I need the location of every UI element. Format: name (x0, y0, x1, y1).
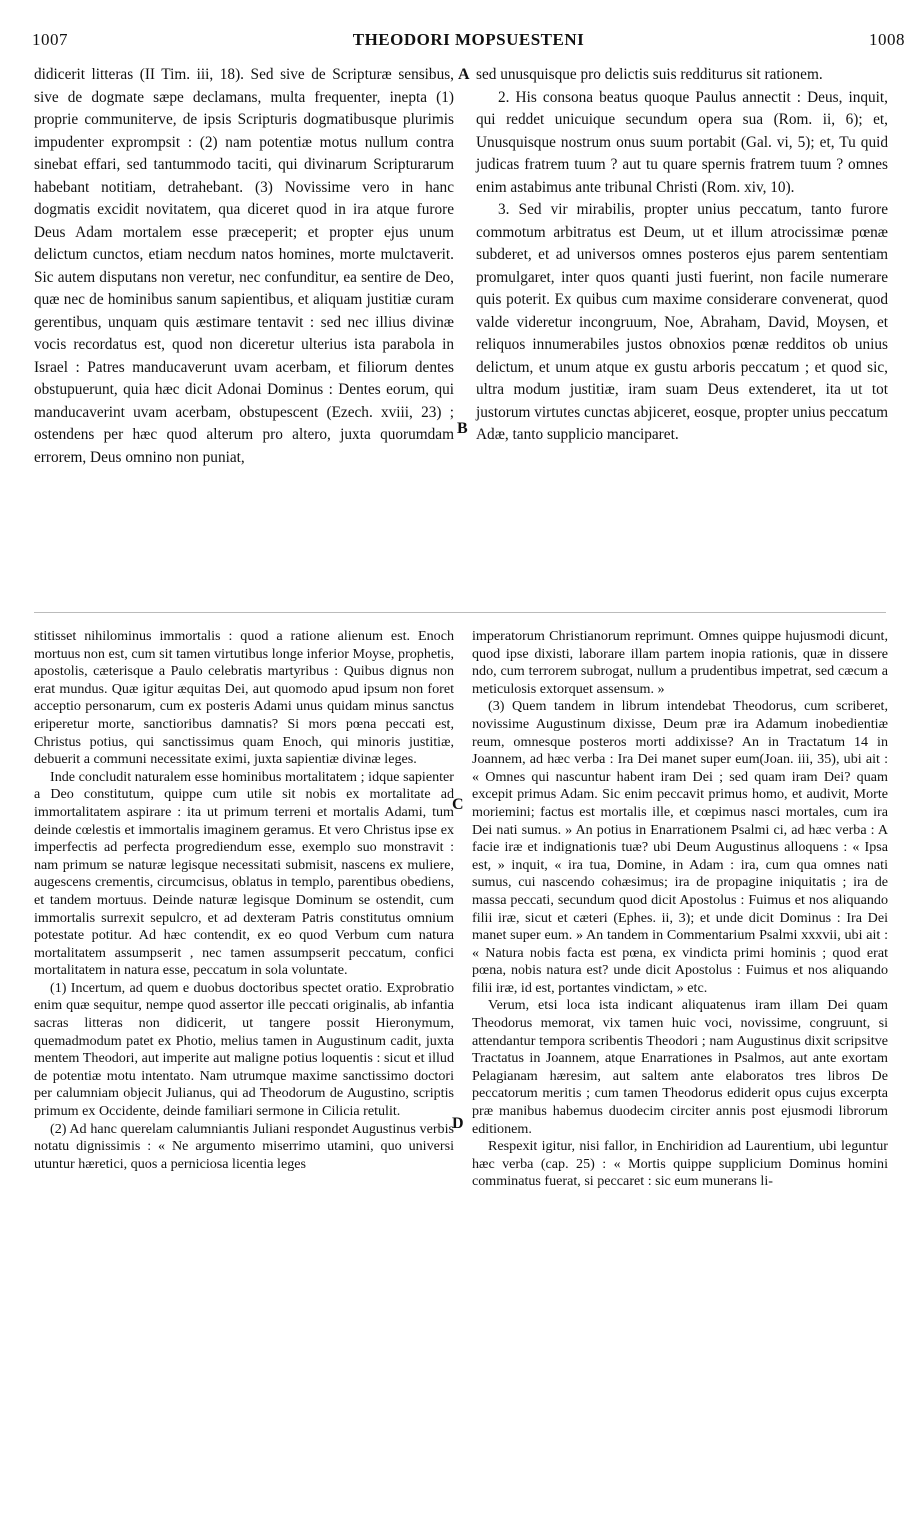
paragraph: stitisset nihilominus immortalis : quod a ratione alienum est. Enoch mortuus non est, cum sit tamen virtutibus longe inferior Moyse, prophetis, apostolis, cæterisque a Paulo celebratis martyribus : Quibus dignus non erat mundus. Quæ igitur æquitas Dei, aut quomodo apud ipsum non foret acceptio personarum, cum ex posteris Adami unus quidam minus sanctus eriperetur morte, sanctioribus damnatis? Si mors pœna peccati est, Christus potius, qui sanctissimus quam Enoch, qui minoris justitiæ, debuerit a communi necessitate eximi, juxta sapientiæ divinæ leges. (34, 628, 454, 768)
margin-letter-b: B (457, 420, 468, 437)
lower-right-column (472, 628, 888, 1191)
page-number-right: 1008 (869, 30, 905, 49)
margin-letter-d: D (452, 1115, 464, 1132)
running-title: THEODORI MOPSUESTENI (352, 30, 585, 49)
paragraph: didicerit litteras (II Tim. iii, 18). Sed sive de Scripturæ sensibus, sive de dogmate sæpe declamans, multa frequenter, inepta (1) proprie communiterve, de ipsis Scripturis dogmatibusque plurimis impudenter exprompsit : (2) nam potentiæ motus nullum contra sinebat effari, sed tantummodo taciti, qui divinarum Scripturarum habebant notitiam, detrahebant. (3) Novissime vero in hanc dogmatis excidit novitatem, qua diceret quod in ira atque furore Deus Adam mortalem esse præceperit; et propter ejus unum delictum cunctos, etiam necdum natos homines, morte mulctaverit. Sic autem disputans non veretur, nec confunditur, ea sentire de Deo, quæ nec de hominibus sanum sapientibus, et aliquam justitiæ curam gerentibus, unquam quis æstimare tentavit : sed nec illius divinæ vocis recordatus est, quod non diceretur ulterius ista parabola in Israel : Patres manducaverunt uvam acerbam, et filiorum dentes obstupuerunt, quia hæc dicit Adonai Dominus : Dentes eorum, qui manducaverint uvam acerbam, obstupescent (Ezech. xviii, 23) ; ostendens per hæc quod alterum pro altero, juxta quorumdam errorem, Deus omnino non puniat, (34, 66, 454, 466)
margin-letter-c: C (452, 796, 464, 813)
paragraph: Inde concludit naturalem esse hominibus mortalitatem ; idque sapienter a Deo constitutum, quippe cum utile sit nobis ex mortalitate ad immortalitatem aspirare : ita ut primum terreni et mortalis Adami, tum deinde cœlestis et immortalis imaginem geramus. Et vero Christus ipse ex imperfectis ad perfecta progrediendum esse, exemplo suo monstravit : nam primum se naturæ legisque necessitati submisit, nascens ex muliere, augescens crementis, circumcisus, oblatus in templo, parentibus obediens, et tandem mortuus. Deinde naturæ legisque Dominum se ostendit, cum immortalis surrexit sepulcro, et ad dexteram Patris constitutus omnium potestate potitur. Ad hæc contendit, ex eo quod Verbum cum natura mortalitatem assumpserit , nec tamen assumpserit peccatum, confici mortalitatem in natura esse, peccatum in sola voluntate. (34, 768, 454, 979)
paragraph: sed unusquisque pro delictis suis redditurus sit rationem. (476, 66, 823, 83)
upper-right-column (476, 64, 888, 447)
paragraph: imperatorum Christianorum reprimunt. Omnes quippe hujusmodi dicunt, quod ipse dixisti, laborare illam partem inopia rationis, quæ in dissere ndo, cum terrorem subrogat, nullum a prudentibus impetrat, sed cæcum a meticulosis extorquet assensum. » (472, 628, 888, 697)
paragraph: Verum, etsi loca ista indicant aliquatenus iram illam Dei quam Theodorus memorat, vix tamen huic voci, novissime, congruunt, si attendantur tempora scribentis Theodori ; nam Augustinus dixit scripsitve Tractatus in Joannem, atque Enarrationes in Psalmos, aut ante exortam Pelagianam hæresim, aut saltem ante elaboratos tres libros De peccatorum meritis ; cum tamen Theodorus ediderit opus cujus excerpta præ manibus habemus duodecim circiter annis post ejusmodi librorum editionem. (472, 997, 888, 1137)
footnote-3: (3) Quem tandem in librum intendebat Theodorus, cum scriberet, novissime Augustinum dixisse, Deum præ ira Adamum inobedientiæ reum, omnesque posteros morti addixisse? An in Tractatum 14 in Joannem, ad hæc verba : Ira Dei manet super eum(Joan. iii, 35), ubi ait : « Omnes qui nascuntur habent iram Dei ; sed quam iram Dei? quam excepit primus Adam. Sic enim peccavit primus homo, et audivit, Morte morieminі; factus est mortalis ille, et cœpimus nasci mortales, cum ira Dei nati sumus. » An potius in Enarrationem Psalmi ci, ad hæc verba : A facie iræ et indignationis tuæ? ubi Deum Augustinus alloquens : « Ipsa est, » inquit, « ira tua, Domine, in Adam : ira, cum qua omnes nati sumus, cui nascendo cohæsimus; ira de propagine iniquitatis ; ira de massa peccati, secundum quod dicit Apostolus : Fuimus et nos aliquando filii iræ, sicut et cæteri (Ephes. ii, 3); et unde dicit Dominus : Ira Dei manet super eum. » An tandem in Commentarium Psalmi xxxvii, ubi ait : « Natura nobis facta est pœna, ex vindicta primi hominis ; quod erat pœna, nobis natura est? unde dicit Apostolus : Fuimus et nos aliquando filii iræ, id est, portantes vindictam, » etc. (472, 698, 888, 996)
section-divider (34, 612, 886, 613)
page-number-left: 1007 (32, 30, 68, 49)
lower-left-column (34, 628, 454, 1173)
footnote-2: (2) Ad hanc querelam calumniantis Juliani respondet Augustinus verbis notatu dignissimis : « Ne argumento miserrimo utamini, quo universi utuntur hæretici, quos a perniciosa licentia leges (34, 1120, 454, 1172)
margin-letter-a: A (458, 66, 470, 83)
paragraph: 2. His consona beatus quoque Paulus annectit : Deus, inquit, qui reddet unicuique secundum opera sua (Rom. ii, 6); et, Unusquisque nostrum onus suum portabit (Gal. vi, 5); et, Tu quid judicas fratrem tuum ? aut tu quare spernis fratrem tuum ? omnes enim astabimus ante tribunal Christi (Rom. xiv, 10). (476, 88, 888, 196)
paragraph: 3. Sed vir mirabilis, propter unius peccatum, tanto furore commotum arbitratus est Deum, ut et illum atrocissimæ pœnæ subderet, et ad universos omnes posteros ejus parem sententiam promulgaret, inter quos quanti justi fuerint, non facile numerare quis poterit. Ex quibus cum maxime considerare convenerat, quod valde videretur incongruum, Noe, Abraham, David, Moysen, et reliquos innumerabiles justos obnoxios pœnæ redditos ob unius delictum, et unum atque ex gustu arboris peccatum ; et quod sic, ultra modum justitiæ, iram suam Deus extenderet, ita ut tot justorum virtutes cunctas abjiceret, eosque, propter unius peccatum Adæ, tanto supplicio manciparet. (476, 201, 888, 443)
footnote-1: (1) Incertum, ad quem e duobus doctoribus spectet oratio. Exprobratio enim quæ sequitur, nempe quod assertor ille peccati originalis, ab infantia sacras litteras non didicerit, ut tangere possit Hieronymum, quemadmodum patet ex Photio, melius tamen in Augustinum cadit, juxta mentem Theodori, aut imperite aut maligne potius loquentis : sicut et illud de potentiæ motu intentato. Nam utrumque maxime sanctissimo doctori per calumniam objecit Julianus, qui ad Theodorum de Augustino, scriptis primum ex Occidente, deinde familiari sermone in Cilicia retulit. (34, 979, 454, 1120)
upper-left-column (34, 64, 454, 469)
paragraph: Respexit igitur, nisi fallor, in Enchiridion ad Laurentium, ubi leguntur hæc verba (cap. 25) : « Mortis quippe supplicium Dominus homini comminatus fuerat, si peccaret : sic eum munerans li- (472, 1138, 888, 1190)
running-header (32, 30, 905, 52)
